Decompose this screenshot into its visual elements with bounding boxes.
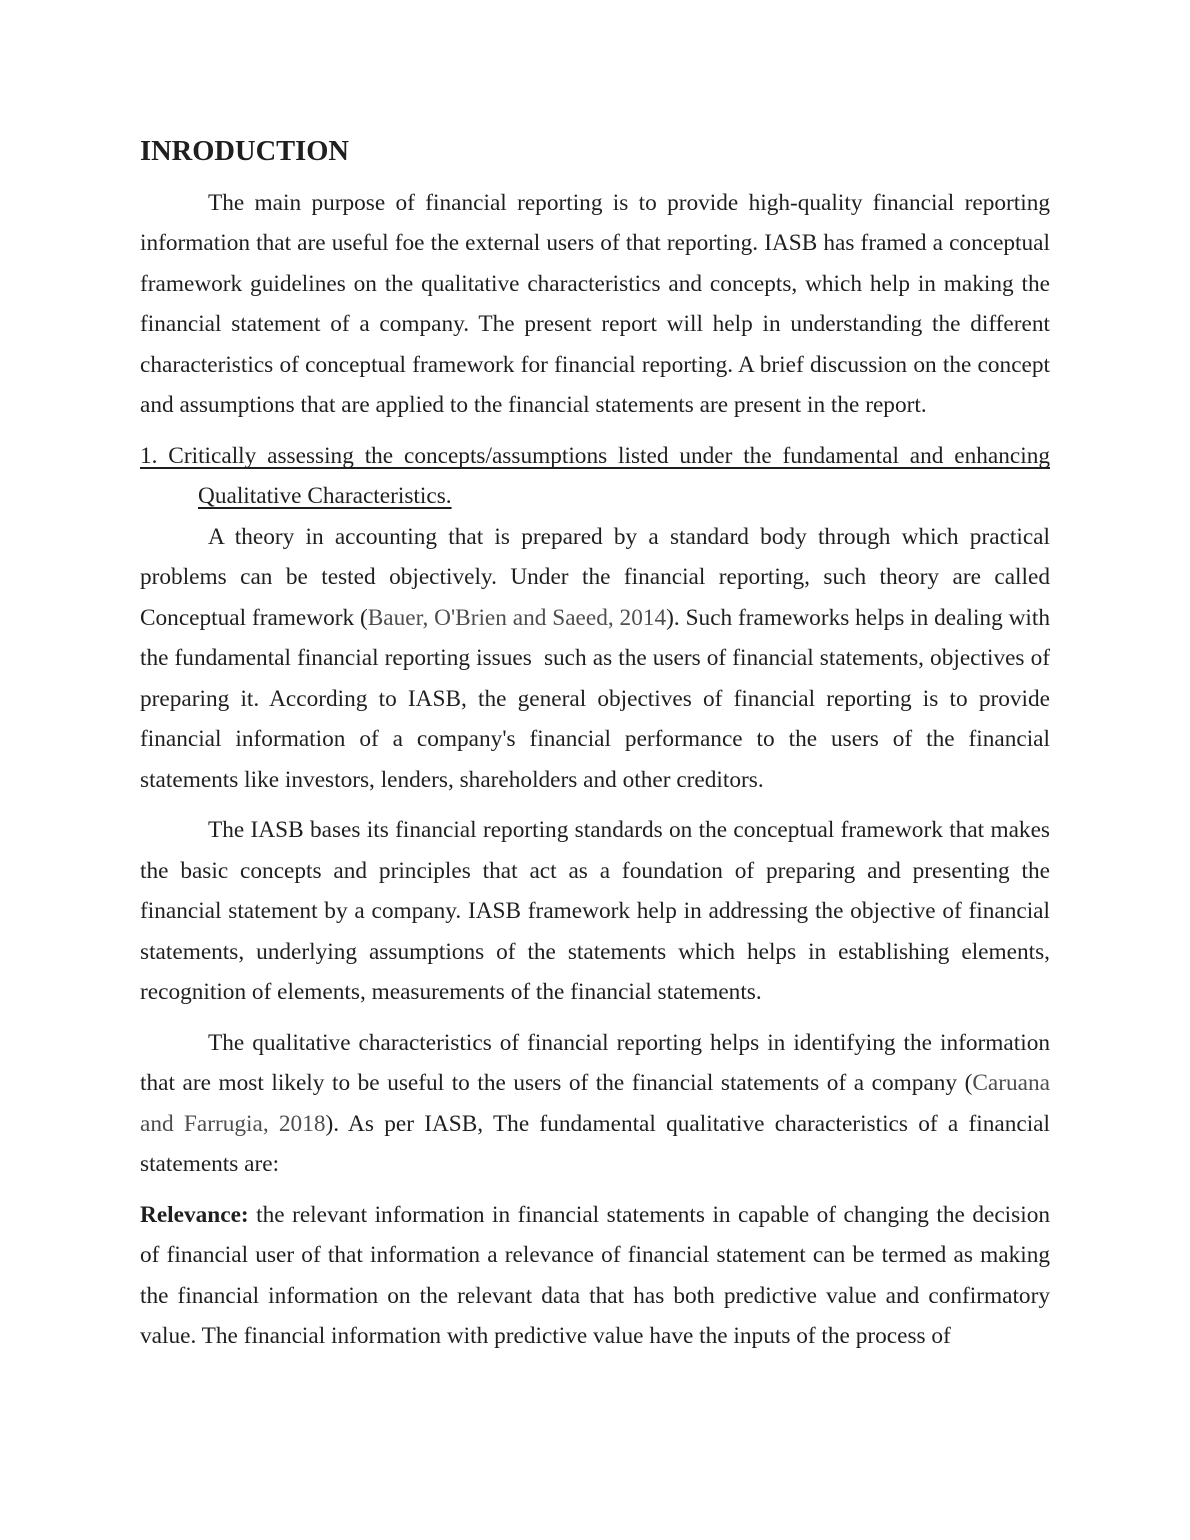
paragraph-text: ). As per IASB, The fundamental qualitative characteristics of a financial statements are: — [140, 1110, 1050, 1177]
paragraph-iasb-basis — [140, 810, 1050, 1013]
paragraph-text: The main purpose of financial reporting is to provide high-quality financial reporting information that are useful foe the external users of that reporting. IASB has framed a conceptual framework guidelines on the qualitative characteristics and concepts, which help in making the financial statement of a company. The present report will help in understanding the different characteristics of conceptual framework for financial reporting. A brief discussion on the concept and assumptions that are applied to the financial statements are present in the report. — [140, 189, 1050, 418]
paragraph-conceptual-framework — [140, 517, 1050, 801]
paragraph-text: The IASB bases its financial reporting standards on the conceptual framework that makes the basic concepts and principles that act as a foundation of preparing and presenting the financial statement by a company. IASB framework help in addressing the objective of financial statements, underlying assumptions of the statements which helps in establishing elements, recognition of elements, measurements of the financial statements. — [140, 817, 1050, 1005]
paragraph-introduction — [140, 183, 1050, 426]
relevance-term-label: Relevance: — [140, 1201, 249, 1228]
paragraph-qualitative-characteristics — [140, 1023, 1050, 1185]
section-heading-qualitative-characteristics — [140, 436, 1050, 517]
paragraph-text: ). Such frameworks helps in dealing with the fundamental financial reporting issues such as the users of financial statements, objectives of preparing it. According to IASB, the general objectives of financial reporting is to provide financial information of a company's financial performance to the users of the financial statements like investors, lenders, shareholders and other creditors. — [140, 604, 1050, 793]
paragraph-text: A theory in accounting that is prepared by a standard body through which practical problems can be tested objectively. Under the financial reporting, such theory are called Conceptual framework ( — [140, 523, 1050, 631]
citation-caruana-farrugia: Caruana and Farrugia, 2018 — [140, 1070, 1050, 1137]
paragraph-relevance — [140, 1195, 1050, 1357]
paragraph-text: the relevant information in financial statements in capable of changing the decision of financial user of that information a relevance of financial statement can be termed as making the financial information on the relevant data that has both predictive value and confirmatory value. The financial information with predictive value have the inputs of the process of — [140, 1201, 1050, 1349]
document-title: INRODUCTION — [140, 136, 350, 167]
citation-bauer-obrien-saeed: Bauer, O'Brien and Saeed, 2014 — [367, 604, 667, 631]
paragraph-text: The qualitative characteristics of financial reporting helps in identifying the information that are most likely to be useful to the users of the financial statements of a company ( — [140, 1029, 1050, 1096]
heading-text: 1. Critically assessing the concepts/assumptions listed under the fundamental and enhancing Qualitative Characteristics. — [140, 442, 1050, 509]
